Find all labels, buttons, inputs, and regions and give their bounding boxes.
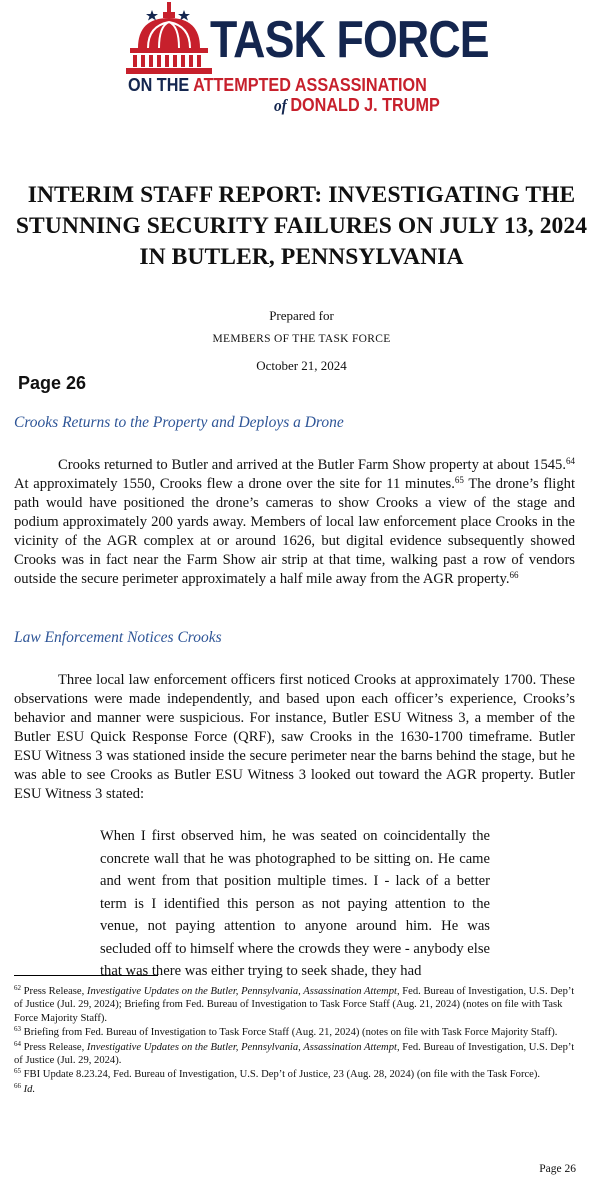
- footnote-ref[interactable]: 66: [509, 570, 519, 580]
- footnote-number: 64: [14, 1039, 21, 1048]
- footnote-number: 63: [14, 1025, 21, 1034]
- footnote-title: Investigative Updates on the Butler, Pennsylvania, Assassination Attempt: [86, 986, 397, 997]
- section-heading-law-enforcement: Law Enforcement Notices Crooks: [14, 629, 222, 646]
- footnote-title: Id.: [23, 1083, 36, 1095]
- footnote-number: 66: [14, 1081, 21, 1090]
- paragraph-text: Crooks returned to Butler and arrived at the Butler Farm Show property at about 1545.: [58, 457, 566, 473]
- footnote-65: [14, 1068, 580, 1081]
- task-force-logo: [124, 2, 489, 118]
- footnote-text: Briefing from Fed. Bureau of Investigation to Task Force Staff (Aug. 21, 2024) (notes on file with Task Force Majority Staff).: [23, 1027, 558, 1039]
- paragraph-drone: [14, 456, 575, 589]
- page-label: Page 26: [18, 373, 87, 393]
- report-recipient: MEMBERS OF THE TASK FORCE: [212, 333, 391, 345]
- footnote-66: [14, 1083, 580, 1096]
- logo-name-line: [274, 95, 440, 116]
- logo-subtitle-prefix: ON THE: [128, 75, 190, 95]
- footnote-ref[interactable]: 64: [566, 456, 575, 466]
- footnote-text: , Fed. Bureau of Investigation, U.S. Dep’t of Justice (Jul. 29, 2024).: [14, 1041, 575, 1067]
- logo-subtitle: [128, 75, 427, 95]
- footnote-63: [14, 1026, 580, 1039]
- logo-name: DONALD J. TRUMP: [290, 95, 440, 115]
- report-title: INTERIM STAFF REPORT: INVESTIGATING THE STUNNING SECURITY FAILURES ON JULY 13, 2024 IN BUTLER, PENNSYLVANIA: [15, 182, 588, 270]
- report-date: October 21, 2024: [256, 358, 347, 373]
- prepared-for: Prepared for: [269, 308, 334, 323]
- footnote-text: FBI Update 8.23.24, Fed. Bureau of Investigation, U.S. Dep’t of Justice, 23 (Aug. 28, 2024) (on file with the Task Force).: [23, 1069, 541, 1081]
- footnote-62: [14, 985, 580, 1025]
- logo-title: TASK FORCE: [210, 11, 489, 69]
- paragraph-text: At approximately 1550, Crooks flew a drone over the site for 11 minutes.: [14, 476, 455, 492]
- footnote-64: [14, 1041, 580, 1068]
- footnote-divider: [14, 975, 158, 976]
- footnote-number: 65: [14, 1067, 21, 1076]
- paragraph-law-enforcement: Three local law enforcement officers first noticed Crooks at approximately 1700. These observations were made independently, and based upon each officer’s experience, Crooks’s behavior and manner were suspicious. For instance, Butler ESU Witness 3, a member of the Butler ESU Quick Response Force (QRF), saw Crooks in the 1630-1700 timeframe. Butler ESU Witness 3 was stationed inside the secure perimeter near the barns behind the stage, but he was able to see Crooks as Butler ESU Witness 3 looked out toward the AGR property. Butler ESU Witness 3 stated:: [14, 672, 575, 802]
- footnote-ref[interactable]: 65: [454, 475, 464, 485]
- footnote-title: Investigative Updates on the Butler, Pennsylvania, Assassination Attempt: [86, 1041, 397, 1053]
- section-heading-drone: Crooks Returns to the Property and Deploys a Drone: [14, 414, 344, 431]
- capitol-dome-icon: [124, 2, 214, 78]
- paragraph-text: The drone’s flight path would have positioned the drone’s cameras to show Crooks a view of the stage and podium approximately 200 yards away. Members of local law enforcement place Crooks in the vicinity of the AGR complex at or around 1626, but digital evidence subsequently showed Crooks was in fact near the Farm Show air strip at that time, walking past a row of vendors outside the secure perimeter approximately a half mile away from the AGR property.: [14, 476, 575, 587]
- footnote-text: Press Release,: [23, 986, 87, 997]
- logo-subtitle-main: ATTEMPTED ASSASSINATION: [193, 75, 427, 95]
- footnotes: [14, 985, 580, 1097]
- footnote-text: , Fed. Bureau of Investigation, U.S. Dep’t of Justice (Jul. 29, 2024); Briefing from Fed. Bureau of Investigation to Task Force Staff (Aug. 21, 2024) (notes on file with Task Force Majority Staff).: [14, 986, 575, 1024]
- logo-of: of: [274, 96, 287, 115]
- footnote-text: Press Release,: [23, 1041, 87, 1053]
- page-number: Page 26: [539, 1163, 576, 1175]
- footnote-number: 62: [14, 984, 21, 992]
- block-quote: When I first observed him, he was seated on coincidentally the concrete wall that he was photographed to be sitting on. He came and went from that position multiple times. I - lack of a better term is I identified this person as not paying attention to the venue, not paying attention to anyone around him. He was secluded off to himself where the crowds they were - anybody else that was there was either trying to seek shade, they had: [100, 828, 490, 979]
